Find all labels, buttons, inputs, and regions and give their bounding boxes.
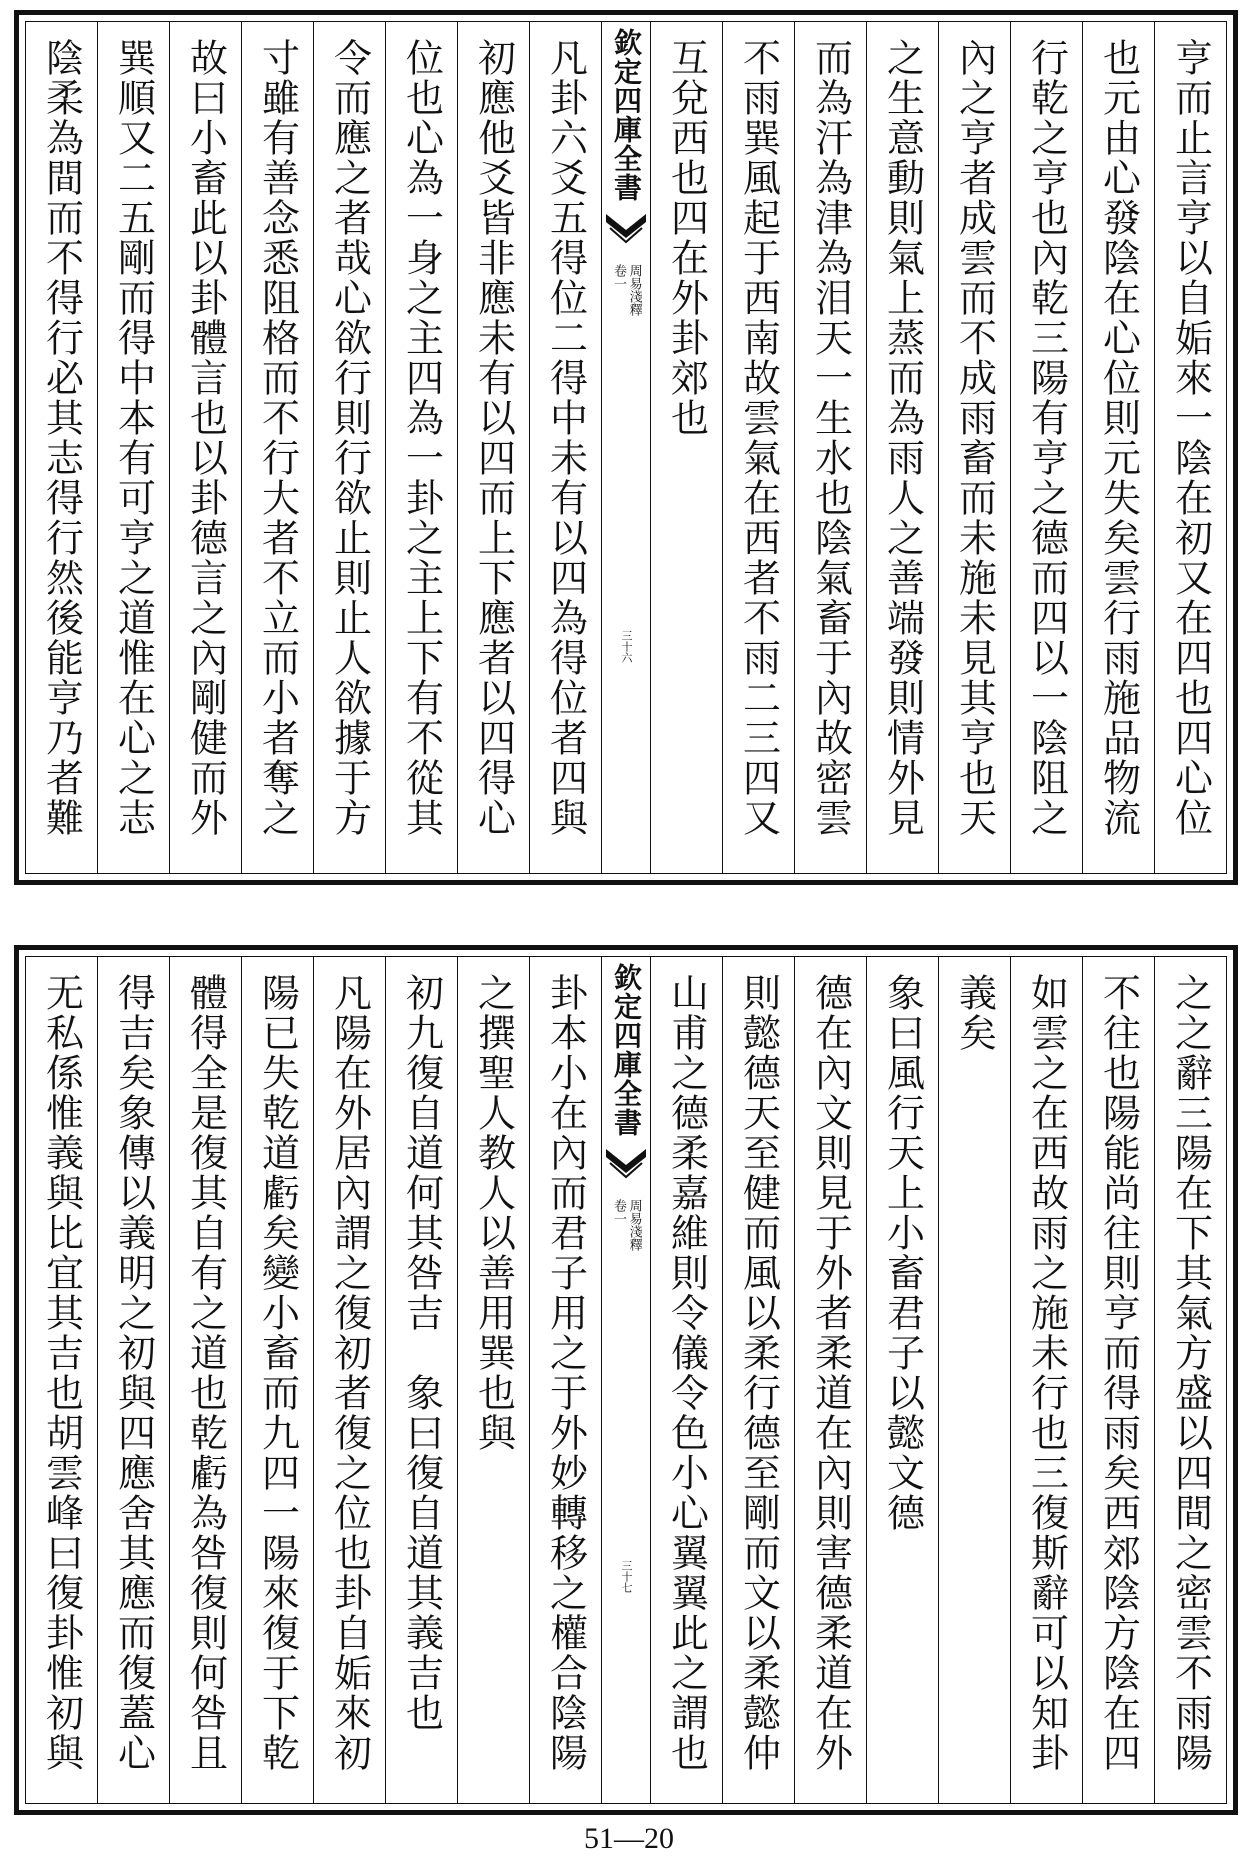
banner-volume: 卷一 [611,1199,626,1225]
column-text: 无私係惟義與比宜其吉也胡雲峰曰復卦惟初與 [39,973,84,1773]
column-text: 凡陽在外居內謂之復初者復之位也卦自姤來初 [327,973,372,1773]
banner-book: 周易淺釋 [626,264,642,316]
text-column [457,957,529,1803]
text-column [313,22,385,873]
column-text: 故曰小畜此以卦體言也以卦德言之內剛健而外 [183,38,228,838]
fishtail-icon [606,208,646,254]
text-column [794,22,866,873]
text-column [1154,22,1226,873]
column-text: 卦本小在內而君子用之于外妙轉移之權合陰陽 [543,973,588,1773]
column-text: 內之亨者成雲而不成雨畜而未施未見其亨也天 [952,38,997,838]
text-column [241,22,313,873]
text-column [650,957,722,1803]
text-column [169,22,241,873]
column-text: 也元由心發陰在心位則元失矣雲行雨施品物流 [1096,38,1141,838]
folio-number: 51—20 [584,1822,674,1855]
center-banner [601,957,650,1803]
text-column [385,22,457,873]
column-text: 凡卦六爻五得位二得中未有以四為得位者四與 [543,38,588,838]
text-column [26,22,97,873]
column-text: 之生意動則氣上蒸而為雨人之善端發則情外見 [880,38,925,838]
text-column [722,957,794,1803]
column-text: 山甫之德柔嘉維則令儀令色小心翼翼此之謂也 [664,973,709,1773]
text-column [1082,22,1154,873]
column-text: 初應他爻皆非應未有以四而上下應者以四得心 [471,38,516,838]
text-column [241,957,313,1803]
column-text: 德在內文則見于外者柔道在內則害德柔道在外 [808,973,853,1773]
column-text: 象曰風行天上小畜君子以懿文德 [880,973,925,1533]
column-text: 亨而止言亨以自姤來一陰在初又在四也四心位 [1168,38,1213,838]
center-banner [601,22,650,873]
text-column [529,22,601,873]
text-column [529,957,601,1803]
text-column [1010,22,1082,873]
column-text: 陽已失乾道虧矣變小畜而九四一陽來復于下乾 [255,973,300,1773]
column-text: 得吉矣象傳以義明之初與四應舍其應而復蓋心 [111,973,156,1773]
banner-subtitle [611,1199,640,1251]
column-text: 而為汗為津為泪天一生水也陰氣畜于內故密雲 [808,38,853,838]
column-text: 不往也陽能尚往則亨而得雨矣西郊陰方陰在四 [1096,973,1141,1773]
column-text: 初九復自道何其咎吉 象曰復自道其義吉也 [399,973,444,1733]
column-text: 不雨巽風起于西南故雲氣在西者不雨二三四又 [736,38,781,838]
banner-title: 欽定四庫全書 [610,963,643,1137]
text-column [650,22,722,873]
column-text: 位也心為一身之主四為一卦之主上下有不從其 [399,38,444,838]
text-column [97,957,169,1803]
column-text: 寸雖有善念悉阻格而不行大者不立而小者奪之 [255,38,300,838]
banner-volume: 卷一 [611,264,626,290]
text-column [866,22,938,873]
banner-page-number: 三十七 [620,1560,633,1593]
text-column [1154,957,1226,1803]
text-column [722,22,794,873]
text-column [794,957,866,1803]
text-column [1010,957,1082,1803]
text-column [26,957,97,1803]
column-text: 行乾之亨也內乾三陽有亨之德而四以一陰阻之 [1024,38,1069,838]
page-top [14,10,1238,885]
text-column [313,957,385,1803]
text-column [457,22,529,873]
banner-page-number: 三十六 [620,630,633,663]
text-column [938,22,1010,873]
text-column [97,22,169,873]
column-text: 陰柔為間而不得行必其志得行然後能亨乃者難 [39,38,84,838]
column-text: 則懿德天至健而風以柔行德至剛而文以柔懿仲 [736,973,781,1773]
column-text: 體得全是復其自有之道也乾虧為咎復則何咎且 [183,973,228,1773]
text-column [938,957,1010,1803]
column-text: 之之辭三陽在下其氣方盛以四間之密雲不雨陽 [1168,973,1213,1773]
column-text: 互兌西也四在外卦郊也 [664,38,709,438]
column-text: 之撰聖人教人以善用巽也與 [471,973,516,1453]
text-column [1082,957,1154,1803]
column-text: 義矣 [952,973,997,1053]
column-text: 令而應之者哉心欲行則行欲止則止人欲據于方 [327,38,372,838]
text-column [385,957,457,1803]
text-column [866,957,938,1803]
banner-title: 欽定四庫全書 [610,28,643,202]
page-top-frame [25,21,1227,874]
page-bottom [14,945,1238,1815]
column-text: 如雲之在西故雨之施未行也三復斯辭可以知卦 [1024,973,1069,1773]
banner-book: 周易淺釋 [626,1199,642,1251]
page-bottom-frame [25,956,1227,1804]
column-text: 巽順又二五剛而得中本有可亨之道惟在心之志 [111,38,156,838]
text-column [169,957,241,1803]
fishtail-icon [606,1143,646,1189]
banner-subtitle [611,264,640,316]
